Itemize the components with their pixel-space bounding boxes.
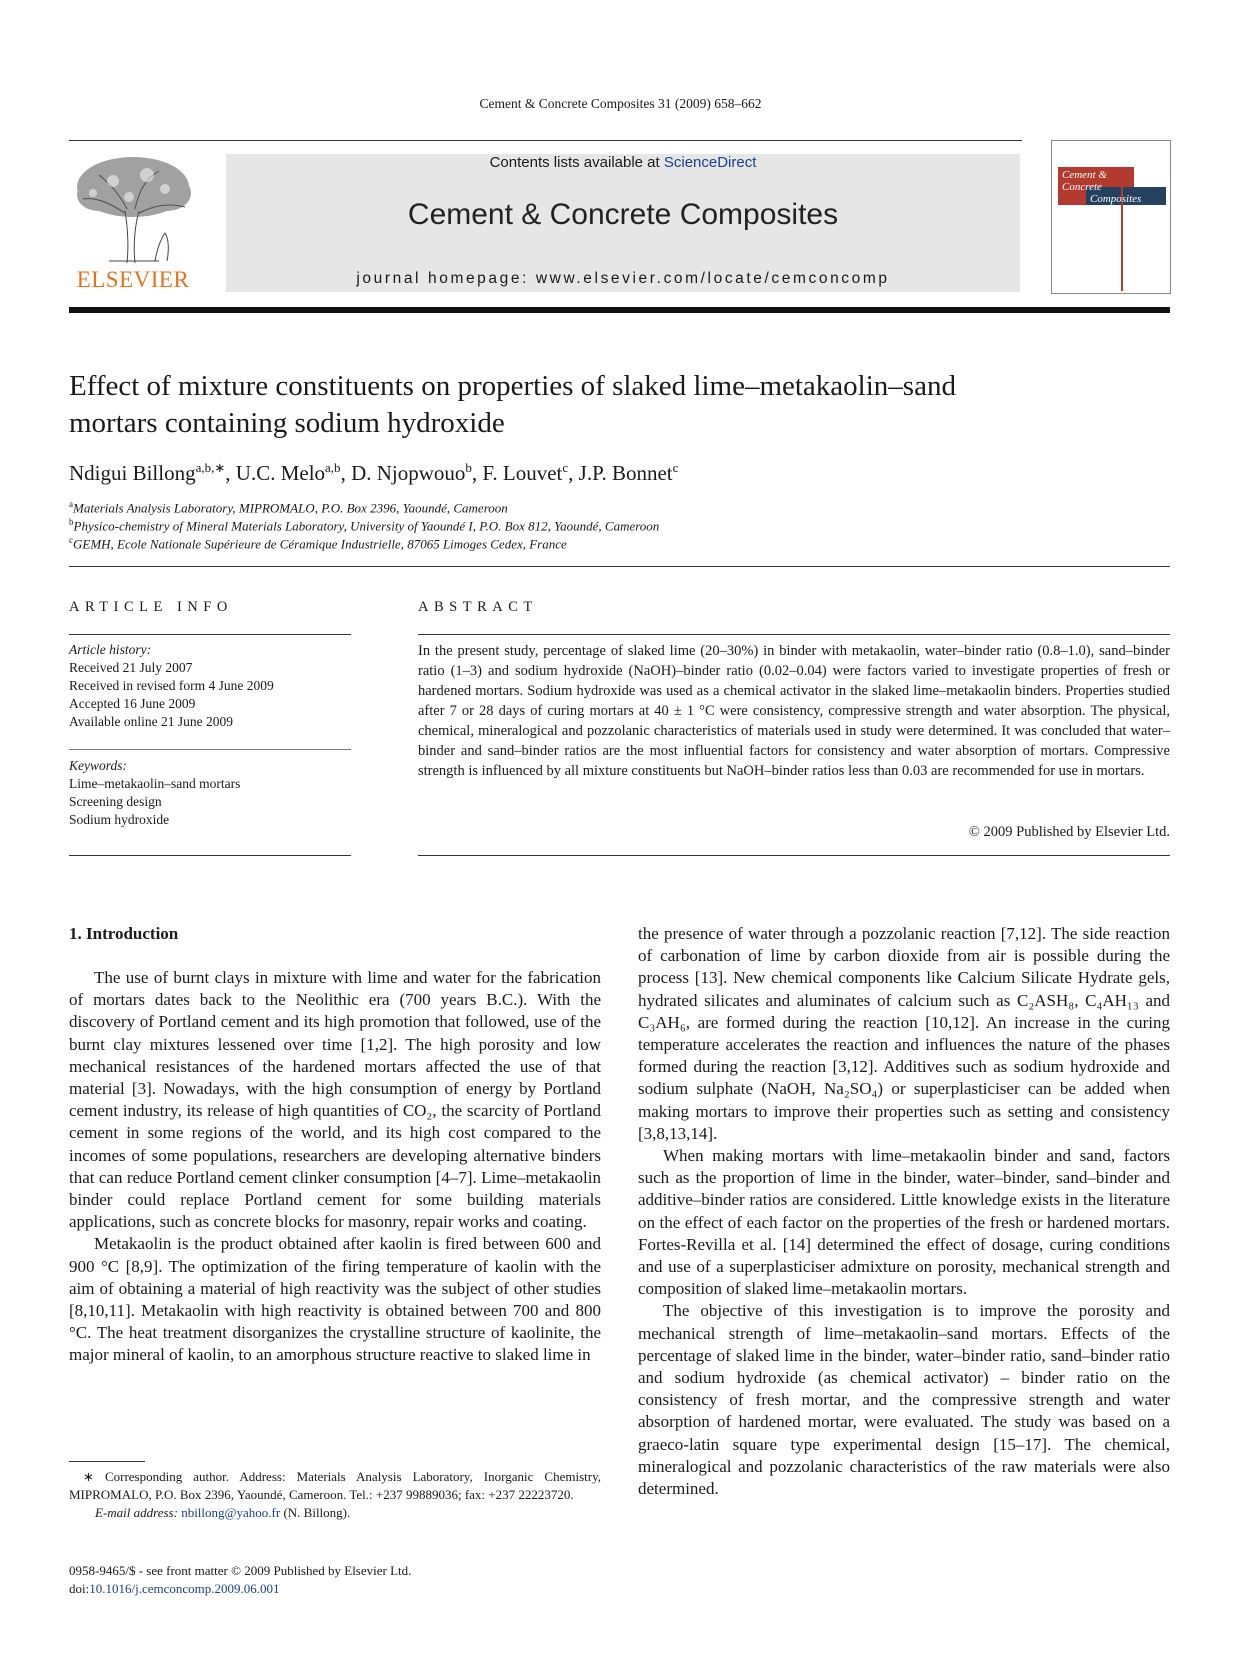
affiliation: $^a$Materials Analysis Laboratory, MIPROMALO, P.O. Box 2396, Yaoundé, Cameroon [69,499,508,516]
journal-homepage[interactable]: journal homepage: www.elsevier.com/locate/cemconcomp [356,270,890,287]
article-info-rule [69,634,351,635]
keywords-rule [69,749,351,750]
history-item: Accepted 16 June 2009 [69,696,196,711]
history-item: Available online 21 June 2009 [69,714,233,729]
front-matter [69,1562,411,1598]
article-history [69,641,274,731]
journal-name: Cement & Concrete Composites [407,198,839,231]
section-heading: 1. Introduction [69,924,179,943]
paragraph: the presence of water through a pozzolanic reaction [7,12]. The side reaction of carbonation of lime by carbon dioxide from air is possible during the process [13]. New chemical components like Calcium Silicate Hydrate gels, hydrated silicates and aluminates of calcium such as C₂ASH₈, C₄AH₁₃ and C₃AH₆, are formed during the reaction [10,12]. An increase in the curing temperature accelerates the reaction and influences the nature of the phases formed during the reaction [3,12]. Additives such as sodium hydroxide and sodium sulphate (NaOH, Na₂SO₄) or superplasticiser can be added when making mortars to improve their properties such as setting and consistency [3,8,13,14]. [638,924,1170,1143]
abstract-text: In the present study, percentage of slaked lime (20–30%) in binder with metakaolin, water–binder ratio (0.8–1.0), sand–binder ratio (1–3) and sodium hydroxide (NaOH)–binder ratio (0.02–0.04) were factors varied to investigate properties of fresh or hardened mortars. Sodium hydroxide was used as a chemical activator in the slaked lime–metakaolin binders. Properties studied after 7 or 28 days of curing mortars at 40 ± 1 °C were consistency, compressive strength and water absorption. The physical, chemical, mineralogical and pozzolanic characteristics of materials used in study were determined. It was concluded that water–binder and sand–binder ratios are the most influential factors for consistency and water absorption of mortars. Compressive strength is influenced by all mixture constituents but NaOH–binder ratios less than 0.03 are recommended for use in mortars. [418,643,1170,779]
author-list: Ndigui Billong$^{a,b,∗}$, U.C. Melo$^{a,b}$, D. Njopwouo$^b$, F. Louvet$^c$, J.P. Bonnet$^c$ [69,460,679,485]
author-affil-mark[interactable]: c [672,460,679,475]
abstract-rule [418,634,1170,635]
publisher-logo-text: ELSEVIER [76,267,190,292]
body-left-column [69,967,601,1367]
abstract-copyright: © 2009 Published by Elsevier Ltd. [968,824,1170,840]
keyword: Screening design [69,794,162,809]
tree-logo-icon [69,153,197,265]
email-link[interactable]: nbillong@yahoo.fr [181,1505,281,1520]
issn-line: 0958-9465/$ - see front matter © 2009 Published by Elsevier Ltd. [69,1563,412,1578]
author-affil-mark[interactable]: b [465,460,472,475]
affiliation-rule [69,566,1170,567]
footnote-rule [69,1461,145,1462]
paragraph: Metakaolin is the product obtained after kaolin is fired between 600 and 900 °C [8,9]. The optimization of the firing temperature of kaolin with the aim of obtaining a material of high reactivity was the subject of other studies [8,10,11]. Metakaolin with high reactivity is obtained between 700 and 800 °C. The heat treatment disorganizes the crystalline structure of kaolinite, the major mineral of kaolin, to an amorphous structure reactive to slaked lime in [69,1234,601,1365]
author-name[interactable]: U.C. Melo [235,461,326,485]
author-affil-mark[interactable]: a,b [325,460,341,475]
paragraph: When making mortars with lime–metakaolin binder and sand, factors such as the proportion of lime in the binder, water–binder, sand–binder and additive–binder ratios are considered. Little knowledge exists in the literature on the effect of each factor on the properties of the fresh or hardened mortars. Fortes-Revilla et al. [14] determined the effect of dosage, curing conditions and use of a superplasticiser admixture on porosity, mechanical strength and composition of slaked lime–metakaolin mortars. [638,1146,1170,1299]
doi-link[interactable]: 10.1016/j.cemconcomp.2009.06.001 [89,1581,280,1596]
header-rule [69,140,1022,141]
corresponding-author-note: ∗ Corresponding author. Address: Materials Analysis Laboratory, Inorganic Chemistry, MIPROMALO, P.O. Box 2396, Yaoundé, Cameroon. Tel.: +237 99889036; fax: +237 22223720. [69,1469,601,1502]
journal-banner [226,154,1020,292]
title-line-2: mortars containing sodium hydroxide [69,407,505,439]
doi-line: doi:10.1016/j.cemconcomp.2009.06.001 [69,1581,280,1596]
paragraph: The use of burnt clays in mixture with lime and water for the fabrication of mortars dates back to the Neolithic era (700 years B.C.). With the discovery of Portland cement and its high promotion that followed, use of the burnt clay mixtures lessened over time [1,2]. The high porosity and low mechanical resistances of the hardened mortars affected the use of that material [3]. Nowadays, with the high consumption of energy by Portland cement industry, its release of high quantities of CO₂, the scarcity of Portland cement in some regions of the world, and its high cost compared to the incomes of some populations, researchers are developing alternative binders that can reduce Portland cement clinker consumption [4–7]. Lime–metakaolin binder could replace Portland cement for some building materials applications, such as concrete blocks for masonry, repair works and coating. [69,968,601,1232]
history-label: Article history: [69,642,152,657]
email-line: E-mail address: nbillong@yahoo.fr (N. Billong). [95,1505,351,1520]
contents-line [226,154,1020,171]
keyword: Lime–metakaolin–sand mortars [69,776,241,791]
author-name[interactable]: D. Njopwouo [351,461,466,485]
abstract-bottom-rule [418,855,1170,856]
sciencedirect-link[interactable]: ScienceDirect [663,154,757,171]
author-name[interactable]: J.P. Bonnet [578,461,673,485]
author-name[interactable]: Ndigui Billong [69,461,196,485]
article-title [69,368,1169,442]
journal-citation: Cement & Concrete Composites 31 (2009) 658–662 [479,96,762,111]
article-info-bottom-rule [69,855,351,856]
affiliation: $^c$GEMH, Ecole Nationale Supérieure de Céramique Industrielle, 87065 Limoges Cedex, France [69,535,567,552]
author-name[interactable]: F. Louvet [482,461,563,485]
abstract-heading: ABSTRACT [418,599,538,615]
cover-title: Cement & Concrete Composites [1062,169,1142,205]
paragraph: The objective of this investigation is to improve the porosity and mechanical strength of lime–metakaolin–sand mortars. Effects of the percentage of slaked lime in the binder, water–binder ratio, sand–binder ratio and sodium hydroxide (as chemical activator) – binder ratio on the consistency of fresh mortar, and the compressive strength and water absorption of hardened mortar, were evaluated. The study was based on a graeco-latin square type experimental design [15–17]. The chemical, mineralogical and pozzolanic characteristics of the raw materials were also determined. [638,1301,1170,1499]
article-info-heading: ARTICLE INFO [69,599,233,615]
title-line-1: Effect of mixture constituents on properties of slaked lime–metakaolin–sand [69,370,956,402]
journal-cover-thumbnail[interactable] [1051,140,1171,294]
footnote [69,1468,601,1522]
contents-prefix: Contents lists available at [489,154,664,171]
history-item: Received 21 July 2007 [69,660,193,675]
author-affil-mark[interactable]: a,b,∗ [195,460,226,475]
keyword: Sodium hydroxide [69,812,170,827]
body-right-column [638,923,1170,1500]
history-item: Received in revised form 4 June 2009 [69,678,274,693]
keywords-label: Keywords: [69,758,127,773]
affiliation: $^b$Physico-chemistry of Mineral Materials Laboratory, University of Yaoundé I, P.O. Box 812, Yaoundé, Cameroon [69,517,660,534]
keywords [69,757,240,829]
header-thick-rule [69,307,1170,313]
elsevier-logo[interactable] [69,153,197,293]
author-affil-mark[interactable]: c [562,460,569,475]
